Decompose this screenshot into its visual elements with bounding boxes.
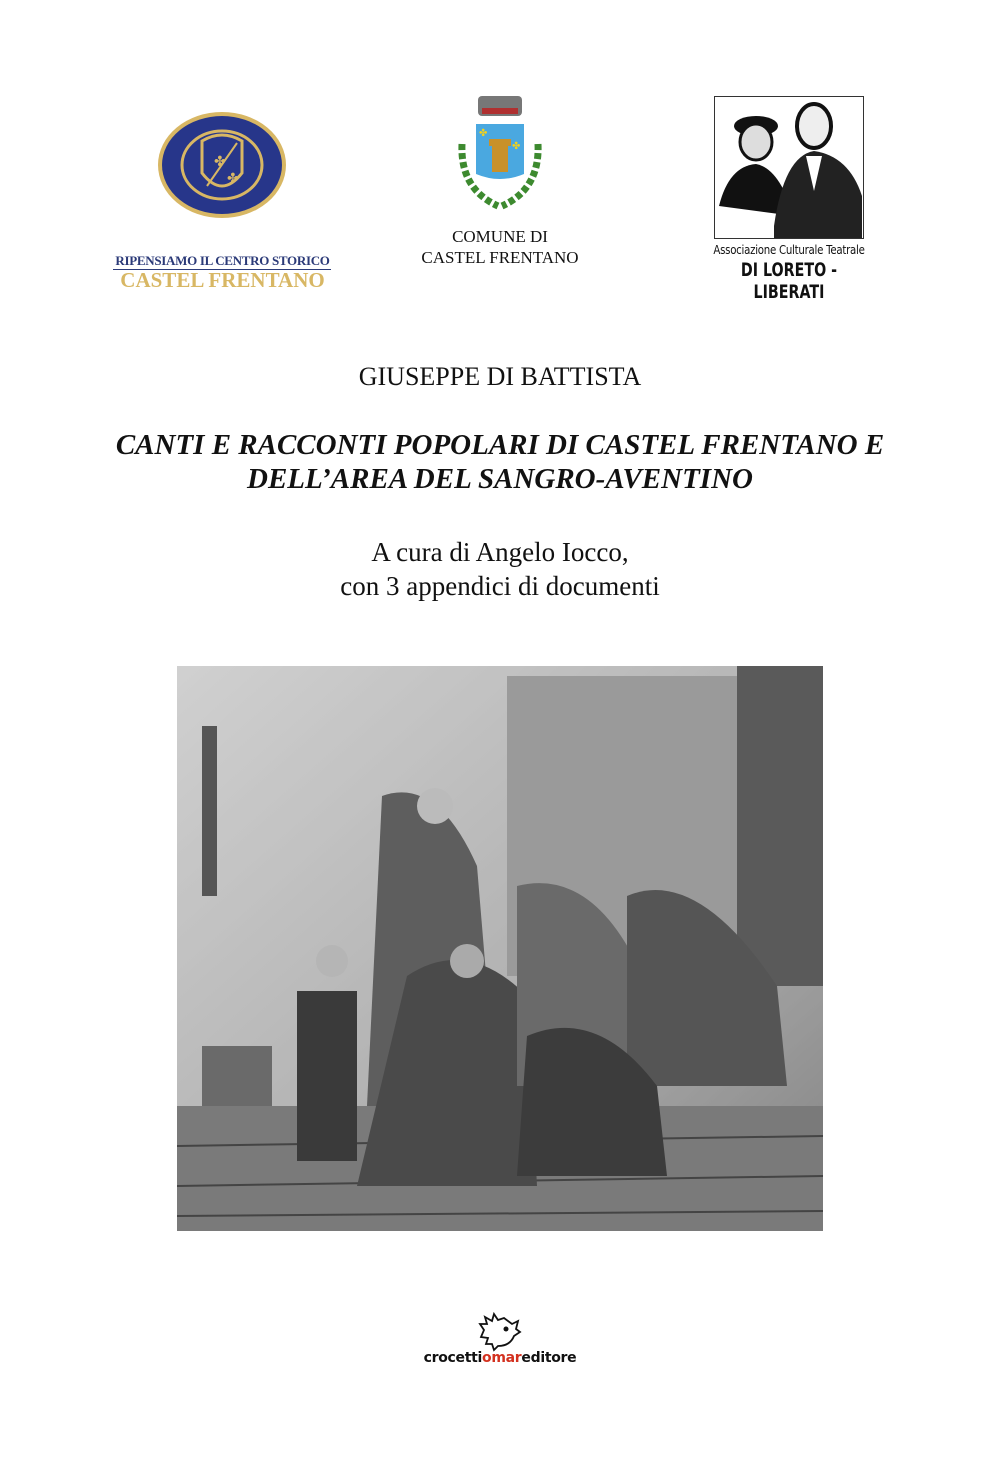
theater-association-logo	[714, 96, 864, 239]
title-line1: CANTI E RACCONTI POPOLARI DI CASTEL FRENTANO E	[115, 429, 885, 461]
universitas-seal-logo	[157, 111, 287, 219]
comune-label	[400, 226, 600, 268]
publisher-bird-icon	[478, 1312, 524, 1352]
association-title: DI LORETO - LIBERATI	[740, 259, 838, 303]
curator-line1: A cura di Angelo Iocco,	[371, 537, 629, 567]
publisher-part1: crocetti	[423, 1350, 483, 1366]
publisher-logo-text	[400, 1350, 600, 1366]
book-title	[60, 428, 940, 496]
svg-text:✤: ✤	[227, 172, 239, 187]
svg-text:✤: ✤	[479, 128, 488, 139]
ripensiamo-text: RIPENSIAMO IL CENTRO STORICO	[115, 253, 330, 268]
association-name: Associazione Culturale Teatrale	[713, 243, 865, 257]
comune-line2: CASTEL FRENTANO	[421, 248, 579, 267]
title-line2: DELL’AREA DEL SANGRO-AVENTINO	[247, 463, 753, 495]
historical-photo	[177, 666, 823, 1231]
author-name: GIUSEPPE DI BATTISTA	[358, 362, 642, 391]
svg-text:✤: ✤	[512, 141, 521, 152]
publisher-part2: omar	[482, 1350, 522, 1366]
curator-credit	[0, 535, 1000, 603]
comune-line1: COMUNE DI	[452, 227, 548, 246]
castel-frentano-gold-text: CASTEL FRENTANO	[120, 268, 325, 292]
svg-text:✤: ✤	[214, 155, 226, 170]
comune-crest-logo	[452, 94, 548, 216]
publisher-part3: editore	[521, 1350, 577, 1366]
curator-line2: con 3 appendici di documenti	[340, 571, 660, 601]
